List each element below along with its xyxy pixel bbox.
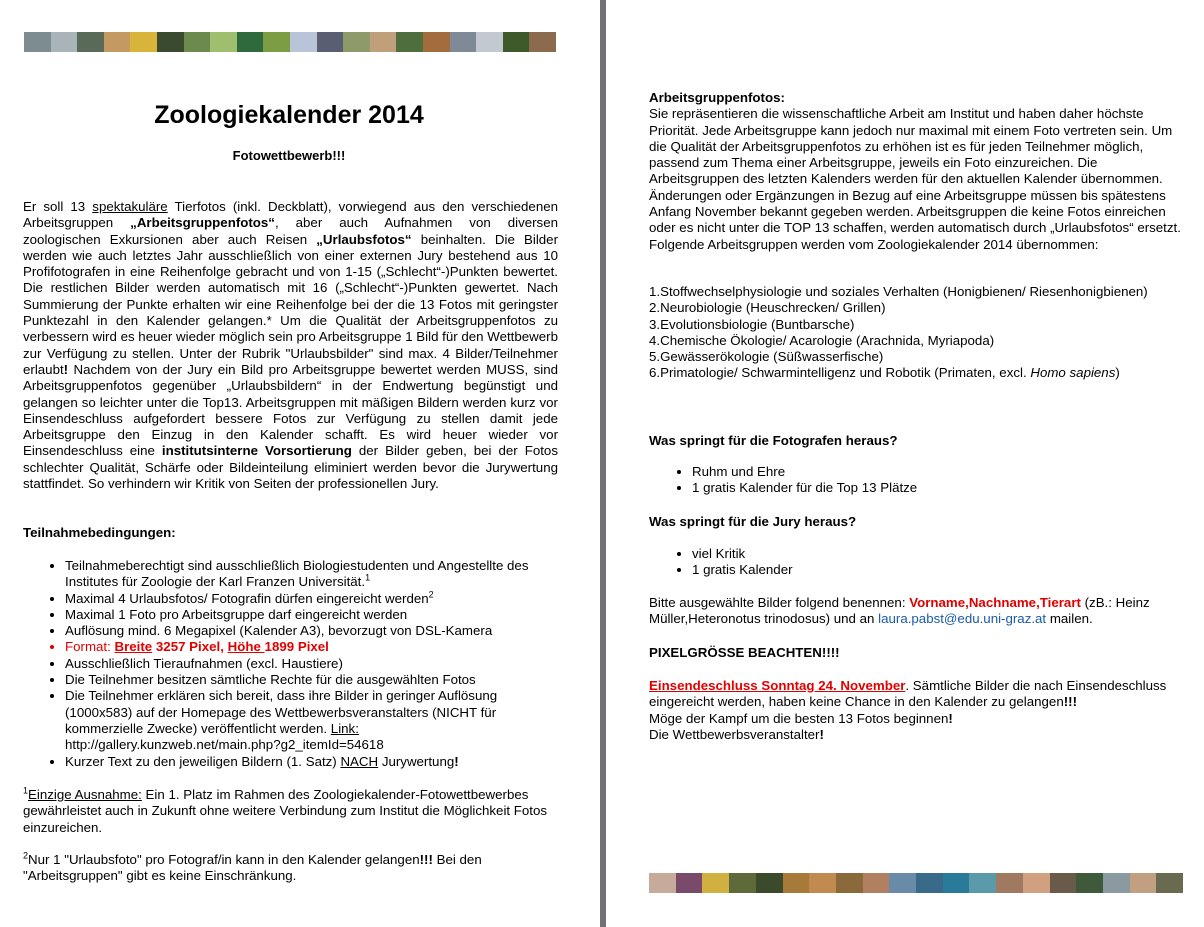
photo-thumbnail (702, 873, 729, 893)
list-item: 4.Chemische Ökologie/ Acarologie (Arachnida, Myriapoda) (649, 332, 995, 348)
list-item: • Die Teilnehmer besitzen sämtliche Rechte für die ausgewählten Fotos (65, 672, 558, 688)
photo-thumbnail (943, 873, 970, 893)
gallery-link-label[interactable]: Link: (330, 720, 359, 736)
photo-thumbnail (649, 873, 676, 893)
photo-thumbnail (889, 873, 916, 893)
photo-thumbnail (1023, 873, 1050, 893)
photographers-benefits-list (649, 464, 917, 497)
photo-thumbnail (676, 873, 703, 893)
deadline-section: Einsendeschluss Sonntag 24. November. Sämtliche Bilder die nach Einsendeschluss eingereicht werden, haben keine Chance in den Kalender zu gelangen!!! Möge der Kampf um die besten 13 Fotos beginnen! Die Wettbewerbsveranstalter! (649, 678, 1167, 742)
list-item: 1.Stoffwechselphysiologie und soziales Verhalten (Honigbienen/ Riesenhonigbienen) (649, 284, 1148, 299)
list-item: • Die Teilnehmer erklären sich bereit, dass ihre Bilder in geringer Auflösung (1000x583) auf der Homepage des Wettbewerbsveranstalters (NICHT für kommerzielle Zwecke) veröffentlicht werden. Link: http://gallery.kunzweb.net/main.php?g2_itemId=54618 (65, 688, 558, 753)
list-item: • Maximal 4 Urlaubsfotos/ Fotografin dürfen eingereicht werden$^2$ (65, 591, 558, 607)
deadline-date: Einsendeschluss Sonntag 24. November (649, 678, 906, 693)
page-subtitle: Fotowettbewerb!!! (232, 148, 346, 163)
right-page (606, 0, 1204, 927)
photo-thumbnail (969, 873, 996, 893)
workgroup-photos-text: Sie repräsentieren die wissenschaftliche Arbeit am Institut und haben daher höchste Priorität. Jede Arbeitsgruppe kann jedoch nur maximal mit einem Foto vertreten sein. Um die Qualität der Arbeitsgruppenfotos zu erhöhen ist es für jeden Teilnehmer möglich, passend zum Thema einer Arbeitsgruppe, jeweils ein Foto einzureichen. Die Arbeitsgruppen des letzten Kalenders werden für den aktuellen Kalender übernommen. Änderungen oder Ergänzungen in Bezug auf eine Arbeitsgruppe müssen bis spätestens Anfang November bekannt gegeben werden. Arbeitsgruppen die keine Fotos einreichen oder es nicht unter die TOP 13 schaffen, werden automatisch durch „Urlaubsfotos“ ersetzt. Folgende Arbeitsgruppen werden vom Zoologiekalender 2014 übernommen: (649, 106, 1181, 252)
photo-thumbnail (343, 32, 370, 52)
email-link[interactable]: laura.pabst@edu.uni-graz.at (878, 611, 1047, 627)
gallery-url[interactable]: http://gallery.kunzweb.net/main.php?g2_itemId=54618 (65, 737, 384, 753)
workgroup-list (649, 284, 1189, 382)
list-item: • Auflösung mind. 6 Megapixel (Kalender A3), bevorzugt von DSL-Kamera (65, 623, 558, 639)
photo-thumbnail (423, 32, 450, 52)
photo-thumbnail (529, 32, 556, 52)
list-item: • Ruhm und Ehre (692, 464, 917, 480)
footnote-2: $^2$Nur 1 "Urlaubsfoto" pro Fotograf/in kann in den Kalender gelangen!!! Bei den "Arbeitsgruppen" gibt es keine Einschränkung. (23, 850, 482, 884)
conditions-heading: Teilnahmebedingungen: (23, 525, 176, 540)
photo-thumbnail (476, 32, 503, 52)
photo-thumbnail (130, 32, 157, 52)
page-title: Zoologiekalender 2014 (154, 101, 424, 129)
workgroup-photos-heading: Arbeitsgruppenfotos: (649, 90, 785, 105)
photo-strip-top (24, 32, 556, 52)
workgroup-photos-section (649, 90, 1189, 253)
photo-thumbnail (783, 873, 810, 893)
photo-thumbnail (157, 32, 184, 52)
list-item: 6.Primatologie/ Schwarmintelligenz und Robotik (Primaten, excl. Homo sapiens) (649, 365, 1120, 381)
photo-thumbnail (996, 873, 1023, 893)
left-page (0, 0, 600, 927)
jury-benefits-list (649, 546, 793, 579)
list-item: • Format: Breite 3257 Pixel, Höhe 1899 Pixel (65, 639, 558, 655)
photo-thumbnail (1156, 873, 1183, 893)
photo-thumbnail (450, 32, 477, 52)
photo-thumbnail (396, 32, 423, 52)
photo-thumbnail (184, 32, 211, 52)
photo-thumbnail (51, 32, 78, 52)
list-item: • Maximal 1 Foto pro Arbeitsgruppe darf eingereicht werden (65, 607, 558, 623)
photo-thumbnail (1103, 873, 1130, 893)
photo-thumbnail (863, 873, 890, 893)
photo-thumbnail (1050, 873, 1077, 893)
photo-thumbnail (503, 32, 530, 52)
photo-thumbnail (916, 873, 943, 893)
pixel-size-note: PIXELGRÖSSE BEACHTEN!!!! (649, 645, 840, 660)
list-item: 5.Gewässerökologie (Süßwasserfische) (649, 349, 884, 365)
photo-thumbnail (263, 32, 290, 52)
conditions-list (23, 558, 558, 770)
list-item: • Ausschließlich Tieraufnahmen (excl. Haustiere) (65, 656, 558, 672)
jury-question: Was springt für die Jury heraus? (649, 514, 857, 529)
footnote-1: $^1$Einzige Ausnahme: Ein 1. Platz im Rahmen des Zoologiekalender-Fotowettbewerbes gewährleistet auch in Zukunft ohne weitere Verbindung zum Institut die Möglichkeit Fotos einzureichen. (23, 785, 548, 835)
photo-thumbnail (104, 32, 131, 52)
list-item: 2.Neurobiologie (Heuschrecken/ Grillen) (649, 300, 886, 316)
photo-thumbnail (77, 32, 104, 52)
photo-thumbnail (836, 873, 863, 893)
photographers-question: Was springt für die Fotografen heraus? (649, 433, 898, 448)
photo-thumbnail (1076, 873, 1103, 893)
list-item: • 1 gratis Kalender (692, 562, 793, 578)
photo-thumbnail (729, 873, 756, 893)
naming-instructions: Bitte ausgewählte Bilder folgend benennen: Vorname,Nachname,Tierart (zB.: Heinz Müller,Heteronotus trinodosus) und an laura.pabst@edu.uni-graz.at mailen. (649, 595, 1150, 627)
photo-thumbnail (317, 32, 344, 52)
list-item: • 1 gratis Kalender für die Top 13 Plätze (692, 480, 917, 496)
photo-thumbnail (290, 32, 317, 52)
photo-thumbnail (809, 873, 836, 893)
list-item: 3.Evolutionsbiologie (Buntbarsche) (649, 316, 855, 332)
photo-thumbnail (756, 873, 783, 893)
photo-strip-bottom (649, 873, 1183, 893)
photo-thumbnail (237, 32, 264, 52)
photo-thumbnail (210, 32, 237, 52)
photo-thumbnail (370, 32, 397, 52)
list-item: • Kurzer Text zu den jeweiligen Bildern (1. Satz) NACH Jurywertung! (65, 754, 558, 770)
list-item: • Teilnahmeberechtigt sind ausschließlich Biologiestudenten und Angestellte des Institutes für Zoologie der Karl Franzen Universität.$^1$ (65, 558, 558, 591)
list-item: • viel Kritik (692, 546, 793, 562)
photo-thumbnail (1130, 873, 1157, 893)
intro-paragraph: Er soll 13 spektakuläre Tierfotos (inkl. Deckblatt), vorwiegend aus den verschiedenen Arbeitsgruppen „Arbeitsgruppenfotos“, aber auch Aufnahmen von diversen zoologischen Exkursionen aber auch Reisen „Urlaubsfotos“ beinhalten. Die Bilder werden wie auch letztes Jahr ausschließlich von einer externen Jury bestehend aus 10 Profifotografen in eine Reihenfolge gebracht und von 1-15 („Schlecht“-)Punkten bewertet. Die restlichen Bilder werden automatisch mit 16 („Schlecht“-)Punkten gewertet. Nach Summierung der Punkte erhalten wir eine Reihenfolge bei der die 13 Fotos mit geringster Punktezahl in den Kalender gelangen.* Um die Qualität der Arbeitsgruppenfotos zu verbessern wird es heuer wieder möglich sein pro Arbeitsgruppe 1 Bild für den Wettbewerb zur Verfügung zu stellen. Unter der Rubrik "Urlaubsbilder" sind max. 4 Bilder/Teilnehmer erlaubt! Nachdem von der Jury ein Bild pro Arbeitsgruppe bewertet werden MUSS, sind Arbeitsgruppenfotos gegenüber „Urlaubsbildern“ in der Endwertung begünstigt und gelangen so leichter unter die Top13. Arbeitsgruppen mit mäßigen Bildern werden kurz vor Einsendeschluss aufgefordert bessere Fotos zur Verfügung zu stellen damit jede Arbeitsgruppe den Einzug in den Kalender schafft. Es wird heuer wieder vor Einsendeschluss eine institutsinterne Vorsortierung der Bilder geben, bei der Fotos schlechter Qualität, Schärfe oder Bildeinteilung eliminiert werden bevor die Jurywertung stattfindet. So verhindern wir Kritik von Seiten der professionellen Jury. (23, 199, 559, 492)
photo-thumbnail (24, 32, 51, 52)
